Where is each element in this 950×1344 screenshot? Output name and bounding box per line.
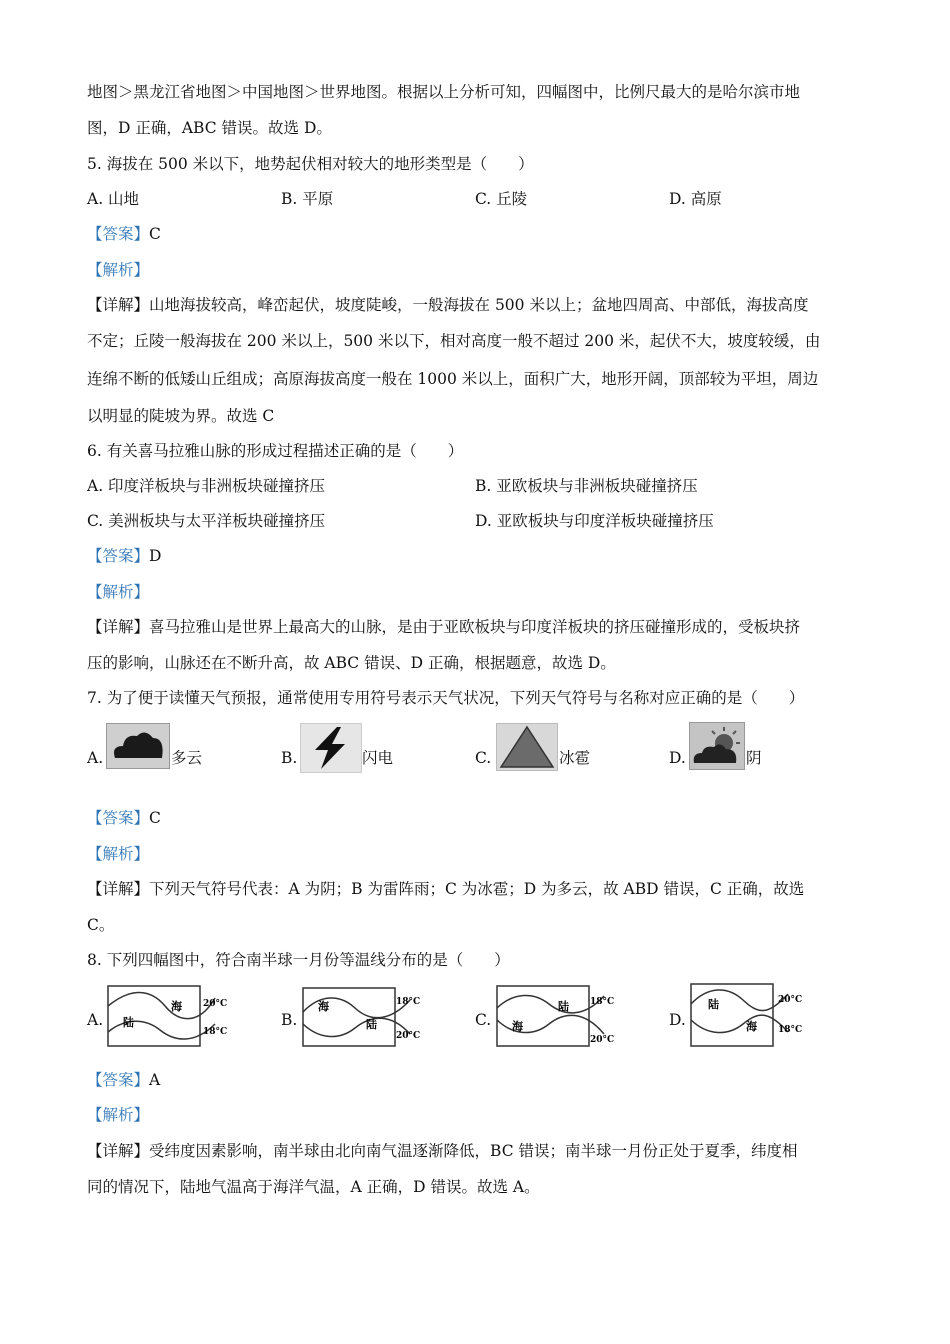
q8-a-bottom-left: 陆: [123, 1016, 134, 1029]
q5-option-b: B. 平原: [281, 190, 334, 208]
q8-b-top-left: 海: [318, 1000, 329, 1013]
q5-detail-4: 以明显的陡坡为界。故选 C: [87, 407, 275, 425]
isotherm-map-c: [494, 982, 619, 1050]
q6-option-d: D. 亚欧板块与印度洋板块碰撞挤压: [475, 512, 714, 530]
intro-line-1: 地图＞黑龙江省地图＞中国地图＞世界地图。根据以上分析可知，四幅图中，比例尺最大的是哈尔滨市地: [87, 83, 801, 101]
q7-option-b-name: 闪电: [362, 749, 394, 767]
q8-answer: 【答案】A: [87, 1071, 161, 1089]
isotherm-map-a: [105, 984, 230, 1050]
sun-cloud-icon: [689, 722, 745, 770]
q8-option-a-letter: A.: [87, 1011, 104, 1029]
q7-detail-1: 【详解】下列天气符号代表：A 为阴；B 为雷阵雨；C 为冰雹；D 为多云，故 ABD 错误，C 正确，故选: [87, 880, 805, 898]
q8-d-top-left: 陆: [708, 998, 719, 1011]
q6-detail-1: 【详解】喜马拉雅山是世界上最高大的山脉，是由于亚欧板块与印度洋板块的挤压碰撞形成的，受板块挤: [87, 618, 801, 636]
q8-b-temp-bottom: 20°C: [396, 1031, 421, 1041]
q8-a-temp-top: 20°C: [203, 999, 228, 1009]
q6-stem: 6. 有关喜马拉雅山脉的形成过程描述正确的是（ ）: [87, 442, 464, 460]
q8-detail-2: 同的情况下，陆地气温高于海洋气温，A 正确，D 错误。故选 A。: [87, 1178, 540, 1196]
q5-answer: 【答案】C: [87, 225, 161, 243]
cloud-icon: [106, 723, 170, 769]
q8-c-temp-top: 18°C: [590, 997, 615, 1007]
hail-triangle-icon: [496, 723, 558, 771]
q5-stem: 5. 海拔在 500 米以下，地势起伏相对较大的地形类型是（ ）: [87, 155, 534, 173]
q6-detail-2: 压的影响，山脉还在不断升高，故 ABC 错误、D 正确，根据题意，故选 D。: [87, 654, 616, 672]
q5-option-d: D. 高原: [669, 190, 722, 208]
q7-option-b-letter: B.: [281, 749, 298, 767]
q7-detail-2: C。: [87, 916, 115, 934]
q8-d-temp-bottom: 18°C: [778, 1025, 803, 1035]
q7-option-a-letter: A.: [87, 749, 104, 767]
q8-d-bottom-right: 海: [746, 1020, 757, 1033]
q7-answer: 【答案】C: [87, 809, 161, 827]
q8-a-top-right: 海: [171, 1000, 182, 1013]
q5-detail-3: 连绵不断的低矮山丘组成；高原海拔高度一般在 1000 米以上，面积广大，地形开阔，顶部较为平坦，周边: [87, 370, 819, 388]
q7-option-c-name: 冰雹: [559, 749, 591, 767]
q7-option-c-letter: C.: [475, 749, 492, 767]
q6-analysis-label: 【解析】: [87, 583, 150, 601]
q5-analysis-label: 【解析】: [87, 261, 150, 279]
q7-option-d-name: 阴: [746, 749, 762, 767]
q8-b-bottom-right: 陆: [366, 1018, 377, 1031]
q8-analysis-label: 【解析】: [87, 1106, 150, 1124]
q8-stem: 8. 下列四幅图中，符合南半球一月份等温线分布的是（ ）: [87, 951, 510, 969]
q8-option-c-letter: C.: [475, 1011, 492, 1029]
q8-c-temp-bottom: 20°C: [590, 1035, 615, 1045]
q8-a-temp-bottom: 18°C: [203, 1027, 228, 1037]
q6-answer: 【答案】D: [87, 547, 162, 565]
q7-stem: 7. 为了便于读懂天气预报，通常使用专用符号表示天气状况，下列天气符号与名称对应正确的是（ ）: [87, 689, 805, 707]
q8-option-b-letter: B.: [281, 1011, 298, 1029]
q5-detail-2: 不定；丘陵一般海拔在 200 米以上，500 米以下，相对高度一般不超过 200 米，起伏不大，坡度较缓，由: [87, 332, 821, 350]
isotherm-map-b: [300, 984, 425, 1050]
q8-d-temp-top: 20°C: [778, 995, 803, 1005]
intro-line-2: 图，D 正确，ABC 错误。故选 D。: [87, 119, 332, 137]
q8-c-bottom-left: 海: [512, 1020, 523, 1033]
lightning-icon: [300, 723, 362, 773]
isotherm-map-d: [688, 980, 813, 1050]
q5-detail-1: 【详解】山地海拔较高，峰峦起伏，坡度陡峻，一般海拔在 500 米以上；盆地四周高、中部低，海拔高度: [87, 296, 809, 314]
q5-option-c: C. 丘陵: [475, 190, 528, 208]
q5-option-a: A. 山地: [87, 190, 140, 208]
q6-option-a: A. 印度洋板块与非洲板块碰撞挤压: [87, 477, 326, 495]
q6-option-c: C. 美洲板块与太平洋板块碰撞挤压: [87, 512, 326, 530]
q8-detail-1: 【详解】受纬度因素影响，南半球由北向南气温逐渐降低，BC 错误；南半球一月份正处于夏季，纬度相: [87, 1142, 798, 1160]
q7-option-d-letter: D.: [669, 749, 686, 767]
q6-option-b: B. 亚欧板块与非洲板块碰撞挤压: [475, 477, 698, 495]
q7-analysis-label: 【解析】: [87, 845, 150, 863]
q8-option-d-letter: D.: [669, 1011, 686, 1029]
q7-option-a-name: 多云: [171, 749, 203, 767]
q8-b-temp-top: 18°C: [396, 997, 421, 1007]
q8-c-top-right: 陆: [558, 1000, 569, 1013]
